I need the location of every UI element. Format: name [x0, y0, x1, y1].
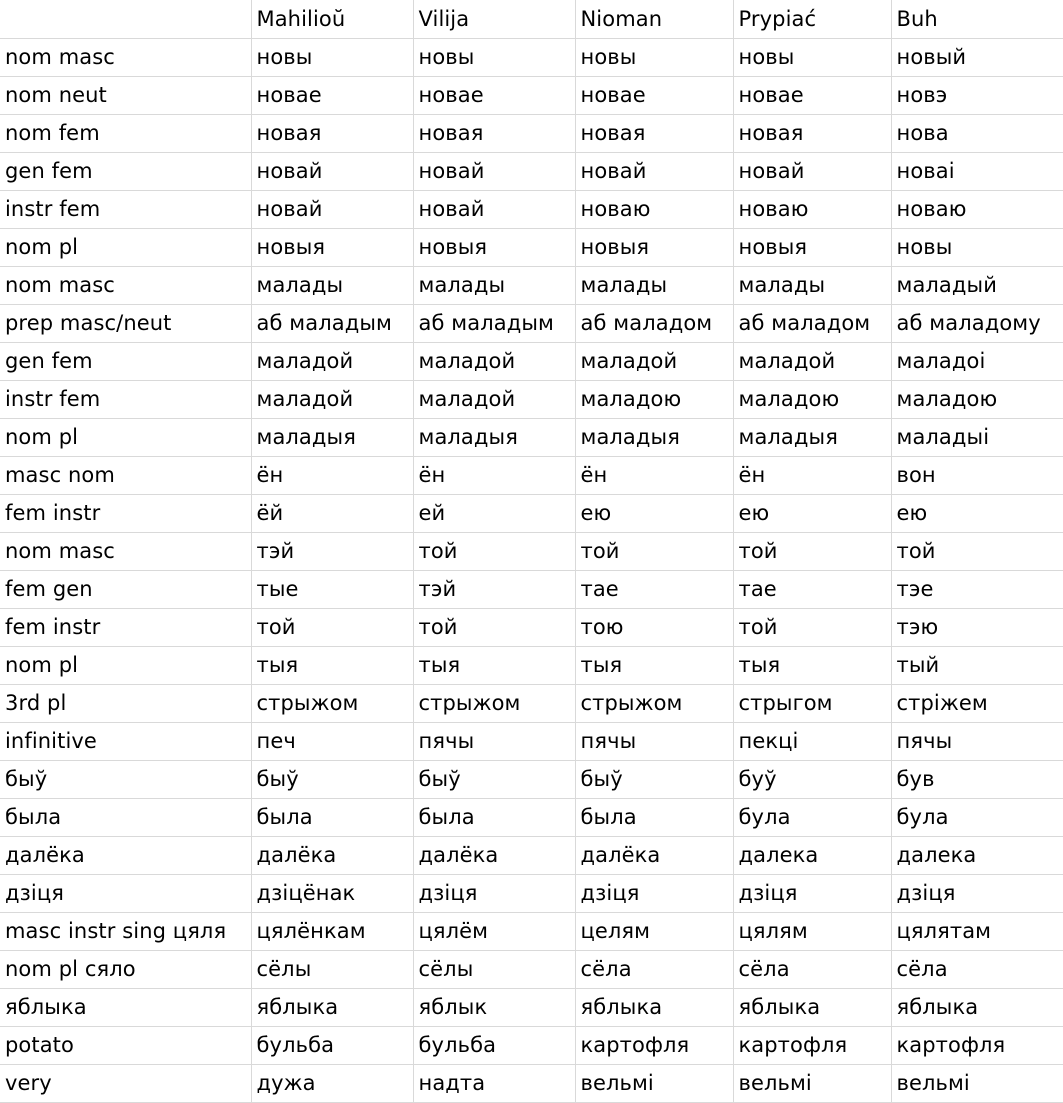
row-label-cell[interactable]: быў: [0, 761, 251, 799]
table-row: [0, 343, 1063, 381]
table-cell[interactable]: ею: [891, 495, 1063, 533]
row-label-cell[interactable]: далёка: [0, 837, 251, 875]
table-cell[interactable]: той: [891, 533, 1063, 571]
table-cell[interactable]: маладой: [413, 381, 575, 419]
table-cell[interactable]: сёла: [891, 951, 1063, 989]
table-cell[interactable]: дзіця: [575, 875, 733, 913]
table-cell[interactable]: тэй: [251, 533, 413, 571]
table-cell[interactable]: ён: [733, 457, 891, 495]
table-row: [0, 609, 1063, 647]
table-cell[interactable]: тэю: [891, 609, 1063, 647]
row-label-cell[interactable]: дзіця: [0, 875, 251, 913]
table-cell[interactable]: новай: [733, 153, 891, 191]
row-label-cell[interactable]: instr fem: [0, 381, 251, 419]
row-label-cell[interactable]: fem instr: [0, 609, 251, 647]
table-cell[interactable]: новыя: [413, 229, 575, 267]
table-cell[interactable]: той: [251, 609, 413, 647]
table-cell[interactable]: ею: [733, 495, 891, 533]
table-cell[interactable]: картофля: [733, 1027, 891, 1065]
table-cell[interactable]: новыя: [575, 229, 733, 267]
table-cell[interactable]: тыя: [575, 647, 733, 685]
table-cell[interactable]: далека: [733, 837, 891, 875]
table-cell[interactable]: пячы: [413, 723, 575, 761]
table-cell[interactable]: була: [733, 799, 891, 837]
row-label-cell[interactable]: fem gen: [0, 571, 251, 609]
table-cell[interactable]: маладою: [891, 381, 1063, 419]
table-cell[interactable]: вон: [891, 457, 1063, 495]
table-cell[interactable]: маладою: [733, 381, 891, 419]
table-row: [0, 39, 1063, 77]
table-row: [0, 229, 1063, 267]
table-cell[interactable]: був: [891, 761, 1063, 799]
header-cell[interactable]: Nioman: [575, 0, 733, 39]
table-cell[interactable]: маладой: [251, 343, 413, 381]
table-row: [0, 1027, 1063, 1065]
table-row: [0, 533, 1063, 571]
header-cell[interactable]: Prypiać: [733, 0, 891, 39]
table-cell[interactable]: быў: [251, 761, 413, 799]
table-row: [0, 875, 1063, 913]
row-label-cell[interactable]: nom pl: [0, 419, 251, 457]
table-cell[interactable]: новае: [251, 77, 413, 115]
table-cell[interactable]: новае: [733, 77, 891, 115]
row-label-cell[interactable]: nom pl сяло: [0, 951, 251, 989]
row-label-cell[interactable]: gen fem: [0, 343, 251, 381]
table-cell[interactable]: далёка: [251, 837, 413, 875]
row-label-cell[interactable]: была: [0, 799, 251, 837]
table-cell[interactable]: новы: [413, 39, 575, 77]
table-cell[interactable]: маладыя: [733, 419, 891, 457]
table-row: [0, 381, 1063, 419]
table-cell[interactable]: ёй: [251, 495, 413, 533]
table-cell[interactable]: яблыка: [575, 989, 733, 1027]
table-cell[interactable]: новэ: [891, 77, 1063, 115]
table-cell[interactable]: далёка: [413, 837, 575, 875]
row-label-cell[interactable]: prep masc/neut: [0, 305, 251, 343]
table-cell[interactable]: целям: [575, 913, 733, 951]
table-cell[interactable]: стрыжом: [251, 685, 413, 723]
table-cell[interactable]: стрыгом: [733, 685, 891, 723]
table-cell[interactable]: новы: [251, 39, 413, 77]
table-cell[interactable]: тэй: [413, 571, 575, 609]
table-row: [0, 495, 1063, 533]
table-cell[interactable]: бульба: [251, 1027, 413, 1065]
table-row: [0, 77, 1063, 115]
table-cell[interactable]: яблык: [413, 989, 575, 1027]
table-row: [0, 457, 1063, 495]
row-label-cell[interactable]: infinitive: [0, 723, 251, 761]
table-cell[interactable]: дзіця: [413, 875, 575, 913]
table-cell[interactable]: цялям: [733, 913, 891, 951]
table-cell[interactable]: новае: [575, 77, 733, 115]
header-cell[interactable]: [0, 0, 251, 39]
table-cell[interactable]: картофля: [575, 1027, 733, 1065]
table-cell[interactable]: быў: [413, 761, 575, 799]
table-cell[interactable]: быў: [575, 761, 733, 799]
table-row: [0, 685, 1063, 723]
table-cell[interactable]: буў: [733, 761, 891, 799]
row-label-cell[interactable]: gen fem: [0, 153, 251, 191]
table-cell[interactable]: аб маладом: [733, 305, 891, 343]
table-cell[interactable]: малады: [413, 267, 575, 305]
table-cell[interactable]: маладою: [575, 381, 733, 419]
table-cell[interactable]: печ: [251, 723, 413, 761]
table-cell[interactable]: новай: [413, 153, 575, 191]
table-cell[interactable]: сёла: [575, 951, 733, 989]
table-cell[interactable]: новая: [733, 115, 891, 153]
row-label-cell[interactable]: nom neut: [0, 77, 251, 115]
table-cell[interactable]: вельмі: [891, 1065, 1063, 1103]
table-cell[interactable]: новая: [413, 115, 575, 153]
table-cell[interactable]: малады: [575, 267, 733, 305]
row-label-cell[interactable]: masc nom: [0, 457, 251, 495]
table-cell[interactable]: новы: [733, 39, 891, 77]
row-label-cell[interactable]: fem instr: [0, 495, 251, 533]
table-cell[interactable]: аб маладым: [251, 305, 413, 343]
table-cell[interactable]: тый: [891, 647, 1063, 685]
table-row: [0, 761, 1063, 799]
table-cell[interactable]: новая: [575, 115, 733, 153]
table-row: [0, 571, 1063, 609]
row-label-cell[interactable]: nom masc: [0, 267, 251, 305]
table-cell[interactable]: той: [575, 533, 733, 571]
table-cell[interactable]: сёлы: [251, 951, 413, 989]
table-cell[interactable]: цялём: [413, 913, 575, 951]
table-cell[interactable]: новае: [413, 77, 575, 115]
table-cell[interactable]: новай: [251, 191, 413, 229]
table-cell[interactable]: цялёнкам: [251, 913, 413, 951]
table-cell[interactable]: пячы: [891, 723, 1063, 761]
header-row: [0, 0, 1063, 39]
row-label-cell[interactable]: nom masc: [0, 39, 251, 77]
table-cell[interactable]: аб маладому: [891, 305, 1063, 343]
table-cell[interactable]: стрыжом: [575, 685, 733, 723]
table-cell[interactable]: ею: [575, 495, 733, 533]
table-row: [0, 989, 1063, 1027]
table-row: [0, 837, 1063, 875]
header-cell[interactable]: Vilija: [413, 0, 575, 39]
table-cell[interactable]: той: [733, 609, 891, 647]
table-cell[interactable]: той: [413, 533, 575, 571]
table-cell[interactable]: пекці: [733, 723, 891, 761]
row-label-cell[interactable]: 3rd pl: [0, 685, 251, 723]
table-cell[interactable]: далёка: [575, 837, 733, 875]
row-label-cell[interactable]: potato: [0, 1027, 251, 1065]
table-cell[interactable]: дзіцёнак: [251, 875, 413, 913]
table-cell[interactable]: новая: [251, 115, 413, 153]
table-cell[interactable]: ён: [575, 457, 733, 495]
table-cell[interactable]: дзіця: [891, 875, 1063, 913]
table-cell[interactable]: яблыка: [733, 989, 891, 1027]
table-cell[interactable]: малады: [251, 267, 413, 305]
table-row: [0, 153, 1063, 191]
table-cell[interactable]: ён: [251, 457, 413, 495]
table-cell[interactable]: вельмі: [733, 1065, 891, 1103]
table-cell[interactable]: новай: [251, 153, 413, 191]
header-cell[interactable]: Mahilioŭ: [251, 0, 413, 39]
table-cell[interactable]: тыя: [413, 647, 575, 685]
table-cell[interactable]: новаю: [891, 191, 1063, 229]
table-row: [0, 799, 1063, 837]
row-label-cell[interactable]: nom pl: [0, 229, 251, 267]
table-cell[interactable]: новаю: [733, 191, 891, 229]
table-cell[interactable]: цялятам: [891, 913, 1063, 951]
table-cell[interactable]: была: [575, 799, 733, 837]
table-row: [0, 305, 1063, 343]
table-cell[interactable]: той: [733, 533, 891, 571]
table-cell[interactable]: аб маладым: [413, 305, 575, 343]
table-cell[interactable]: новаю: [575, 191, 733, 229]
table-cell[interactable]: була: [891, 799, 1063, 837]
table-cell[interactable]: сёла: [733, 951, 891, 989]
table-row: [0, 723, 1063, 761]
table-cell[interactable]: новы: [575, 39, 733, 77]
row-label-cell[interactable]: masc instr sing цяля: [0, 913, 251, 951]
table-cell[interactable]: тою: [575, 609, 733, 647]
table-cell[interactable]: маладыя: [575, 419, 733, 457]
table-cell[interactable]: маладыя: [413, 419, 575, 457]
table-cell[interactable]: нова: [891, 115, 1063, 153]
table-cell[interactable]: тыя: [251, 647, 413, 685]
table-cell[interactable]: стріжем: [891, 685, 1063, 723]
table-cell[interactable]: была: [413, 799, 575, 837]
table-cell[interactable]: маладой: [575, 343, 733, 381]
row-label-cell[interactable]: nom masc: [0, 533, 251, 571]
table-cell[interactable]: вельмі: [575, 1065, 733, 1103]
table-row: [0, 1065, 1063, 1103]
table-cell[interactable]: новый: [891, 39, 1063, 77]
table-row: [0, 647, 1063, 685]
table-cell[interactable]: ён: [413, 457, 575, 495]
table-cell[interactable]: маладыя: [251, 419, 413, 457]
header-cell[interactable]: Buh: [891, 0, 1063, 39]
table-cell[interactable]: бульба: [413, 1027, 575, 1065]
table-cell[interactable]: тэе: [891, 571, 1063, 609]
table-cell[interactable]: маладоі: [891, 343, 1063, 381]
table-cell[interactable]: новы: [891, 229, 1063, 267]
table-cell[interactable]: маладой: [251, 381, 413, 419]
table-cell[interactable]: яблыка: [251, 989, 413, 1027]
table-row: [0, 115, 1063, 153]
table-cell[interactable]: маладыі: [891, 419, 1063, 457]
table-cell[interactable]: малады: [733, 267, 891, 305]
table-cell[interactable]: дужа: [251, 1065, 413, 1103]
table-cell[interactable]: сёлы: [413, 951, 575, 989]
table-row: [0, 951, 1063, 989]
table-cell[interactable]: была: [251, 799, 413, 837]
table-cell[interactable]: тые: [251, 571, 413, 609]
table-cell[interactable]: той: [413, 609, 575, 647]
table-cell[interactable]: тыя: [733, 647, 891, 685]
table-cell[interactable]: новыя: [251, 229, 413, 267]
table-cell[interactable]: яблыка: [891, 989, 1063, 1027]
table-cell[interactable]: новай: [575, 153, 733, 191]
table-cell[interactable]: новаі: [891, 153, 1063, 191]
table-row: [0, 191, 1063, 229]
table-row: [0, 419, 1063, 457]
table-cell[interactable]: далека: [891, 837, 1063, 875]
table-cell[interactable]: пячы: [575, 723, 733, 761]
table-cell[interactable]: тае: [575, 571, 733, 609]
row-label-cell[interactable]: very: [0, 1065, 251, 1103]
table-cell[interactable]: аб маладом: [575, 305, 733, 343]
table-cell[interactable]: картофля: [891, 1027, 1063, 1065]
table-cell[interactable]: ей: [413, 495, 575, 533]
table-cell[interactable]: новай: [413, 191, 575, 229]
row-label-cell[interactable]: яблыка: [0, 989, 251, 1027]
table-cell[interactable]: дзіця: [733, 875, 891, 913]
table-row: [0, 913, 1063, 951]
table-cell[interactable]: маладой: [413, 343, 575, 381]
row-label-cell[interactable]: instr fem: [0, 191, 251, 229]
table-cell[interactable]: надта: [413, 1065, 575, 1103]
table-row: [0, 267, 1063, 305]
table-cell[interactable]: стрыжом: [413, 685, 575, 723]
table-cell[interactable]: маладый: [891, 267, 1063, 305]
row-label-cell[interactable]: nom pl: [0, 647, 251, 685]
table-cell[interactable]: маладой: [733, 343, 891, 381]
table-cell[interactable]: тае: [733, 571, 891, 609]
table-cell[interactable]: новыя: [733, 229, 891, 267]
row-label-cell[interactable]: nom fem: [0, 115, 251, 153]
